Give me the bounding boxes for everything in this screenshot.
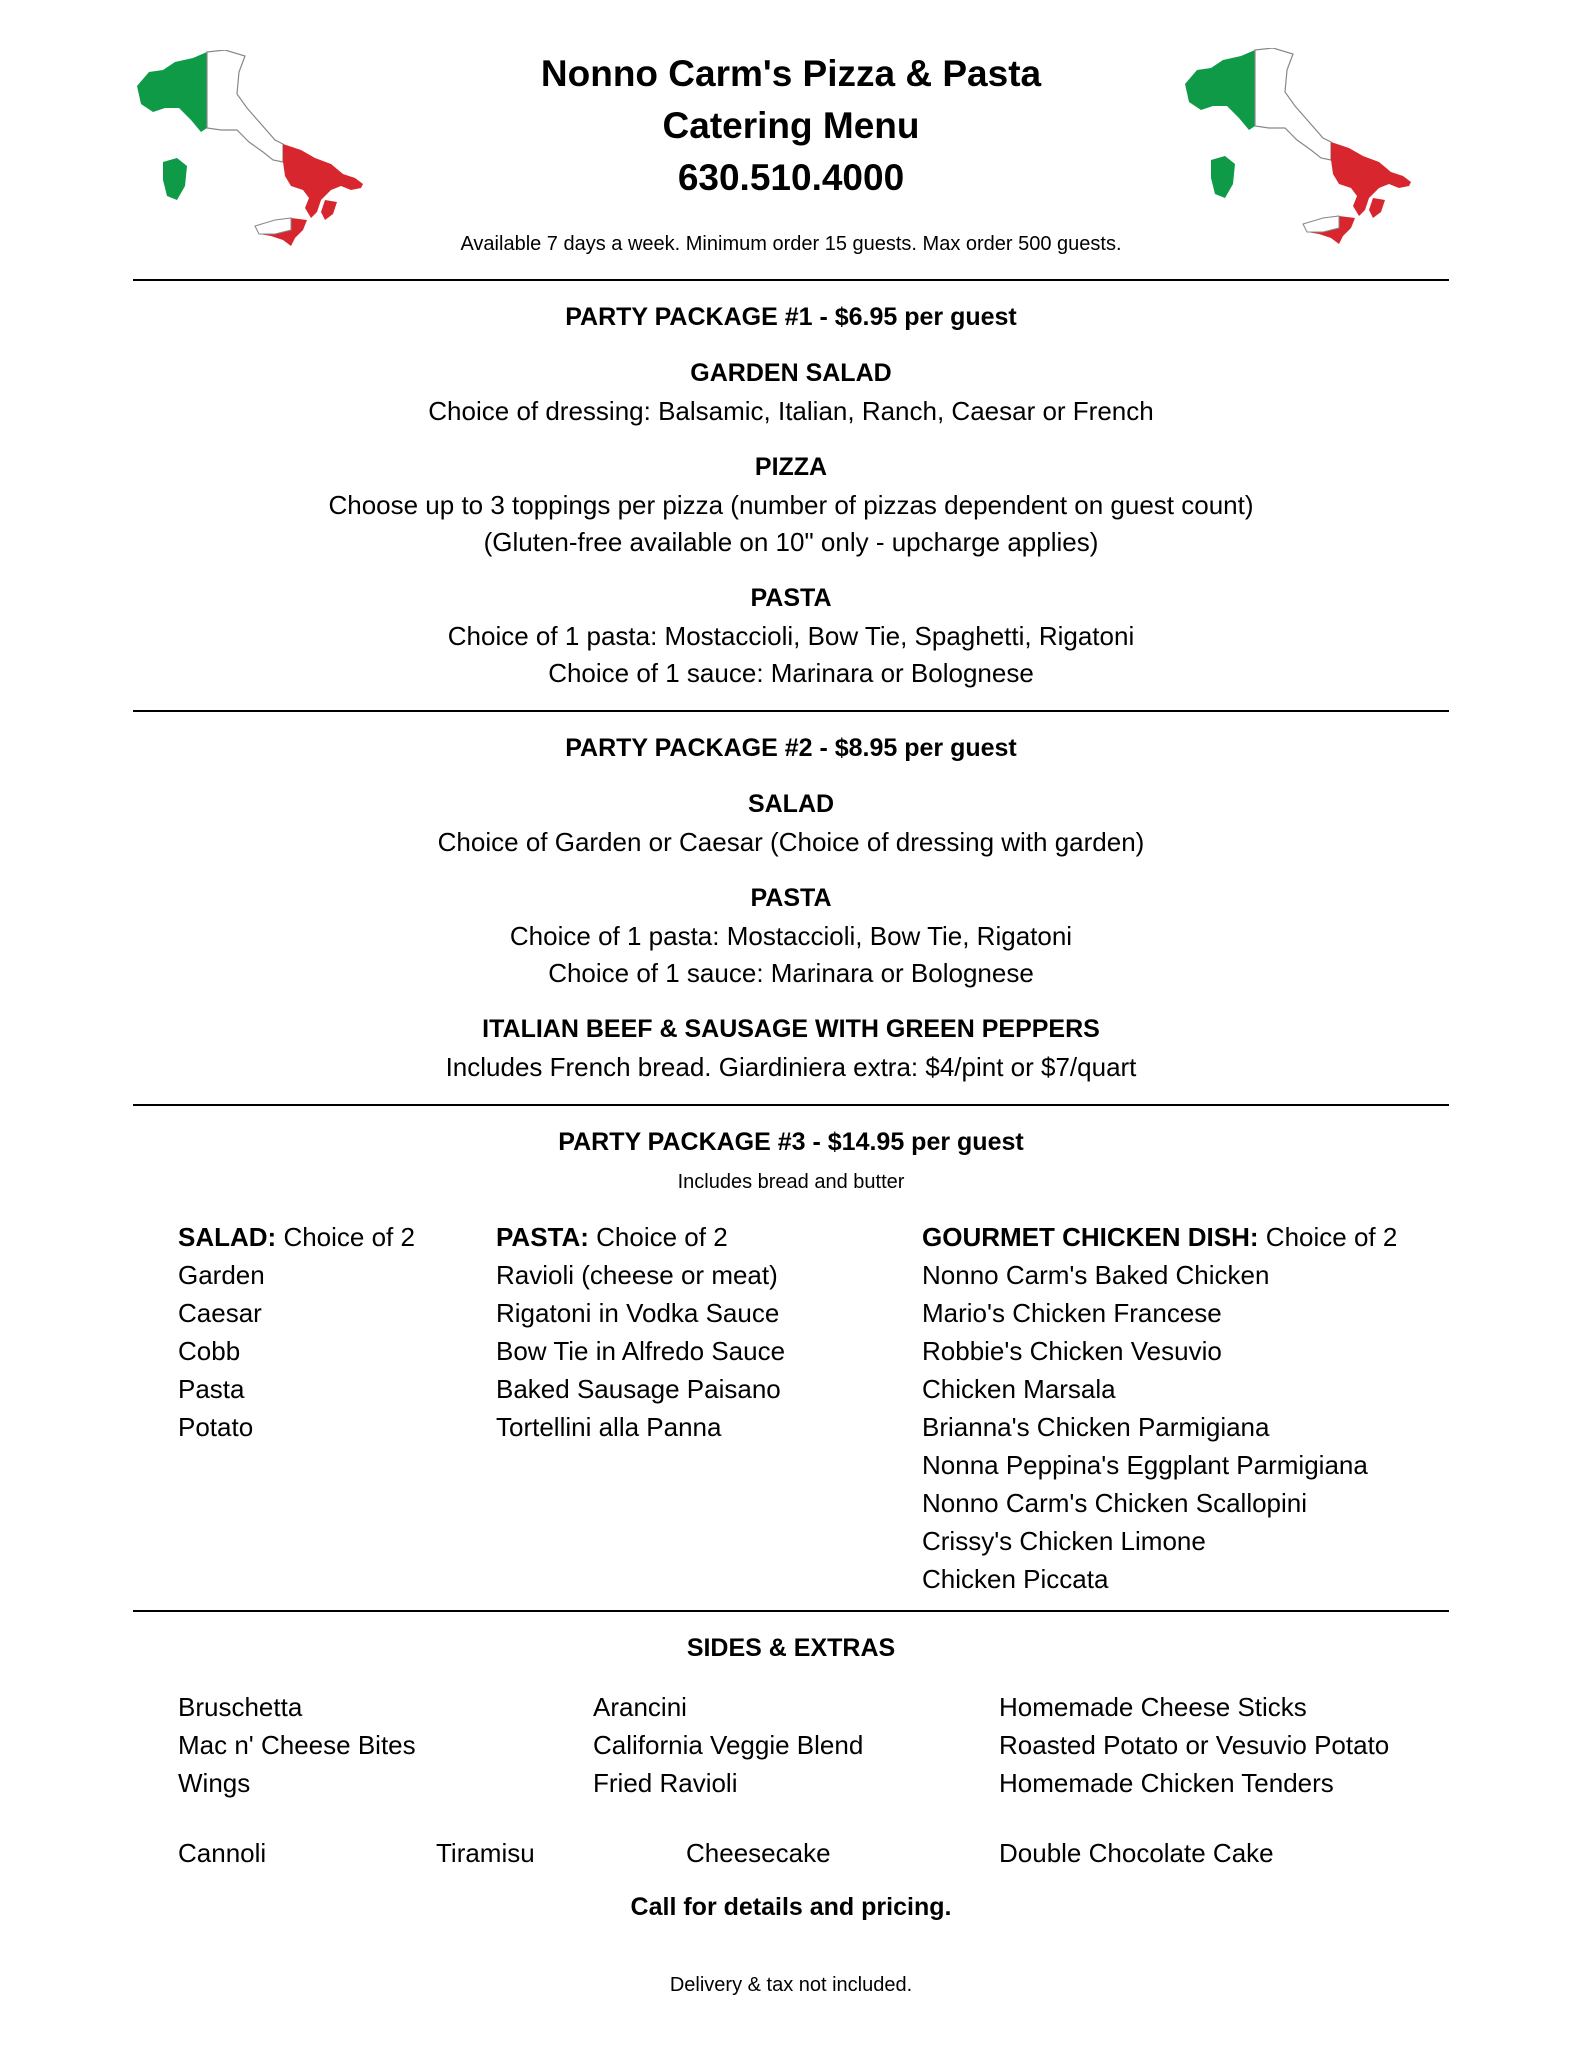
list-item: Cobb [178,1336,241,1366]
list-item: Pasta [178,1374,245,1404]
package-2-beef-text: Includes French bread. Giardiniera extra: $4/pint or $7/quart [445,1052,1137,1082]
list-item: Brianna's Chicken Parmigiana [922,1412,1270,1442]
dessert-item: Tiramisu [436,1838,535,1868]
list-item: Mario's Chicken Francese [922,1298,1222,1328]
list-item: Mac n' Cheese Bites [178,1730,416,1760]
list-item: Potato [178,1412,254,1442]
call-for-details: Call for details and pricing. [630,1893,952,1921]
package-2-beef-heading: ITALIAN BEEF & SAUSAGE WITH GREEN PEPPERS [482,1015,1100,1043]
list-item: Arancini [593,1692,687,1722]
package-3-subtitle: Includes bread and butter [677,1171,905,1193]
page-subtitle: Catering Menu [662,105,920,146]
list-item: Wings [178,1768,251,1798]
dessert-item: Cannoli [178,1838,267,1868]
divider [133,279,1449,281]
package-3-chicken-column [922,1218,1397,1598]
package-2-pasta-heading: PASTA [750,884,832,912]
package-1-garden-salad-heading: GARDEN SALAD [690,359,892,387]
list-item: Roasted Potato or Vesuvio Potato [999,1730,1390,1760]
package-3-pasta-header: PASTA: Choice of 2 [496,1222,728,1252]
divider [133,710,1449,712]
list-item: Fried Ravioli [593,1768,738,1798]
package-2-salad-text: Choice of Garden or Caesar (Choice of dressing with garden) [437,827,1145,857]
dessert-item: Cheesecake [686,1838,831,1868]
list-item: Bow Tie in Alfredo Sauce [496,1336,786,1366]
list-item: Caesar [178,1298,262,1328]
list-item: Tortellini alla Panna [496,1412,722,1442]
list-item: Homemade Chicken Tenders [999,1768,1334,1798]
package-1-pasta-line-2: Choice of 1 sauce: Marinara or Bolognese [548,658,1034,688]
package-3-chicken-header: GOURMET CHICKEN DISH: Choice of 2 [922,1222,1398,1252]
package-2-pasta-line-2: Choice of 1 sauce: Marinara or Bolognese [548,958,1034,988]
package-3-title: PARTY PACKAGE #3 - $14.95 per guest [558,1128,1024,1156]
sides-column-2 [593,1688,863,1802]
package-1-garden-salad-text: Choice of dressing: Balsamic, Italian, Ranch, Caesar or French [428,396,1154,426]
sides-title: SIDES & EXTRAS [686,1634,896,1662]
package-1-pasta-line-1: Choice of 1 pasta: Mostaccioli, Bow Tie, Spaghetti, Rigatoni [447,621,1135,651]
list-item: Baked Sausage Paisano [496,1374,781,1404]
package-1-pizza-heading: PIZZA [754,453,828,481]
list-item: California Veggie Blend [593,1730,864,1760]
divider [133,1610,1449,1612]
list-item: Bruschetta [178,1692,303,1722]
footer-note: Delivery & tax not included. [669,1974,913,1996]
list-item: Nonno Carm's Baked Chicken [922,1260,1270,1290]
package-1-pizza-line-2: (Gluten-free available on 10" only - upcharge applies) [483,527,1099,557]
page-title: Nonno Carm's Pizza & Pasta [540,53,1042,94]
phone-number: 630.510.4000 [677,157,905,198]
package-1-title: PARTY PACKAGE #1 - $6.95 per guest [565,303,1017,331]
availability-note: Available 7 days a week. Minimum order 15 guests. Max order 500 guests. [460,233,1122,255]
divider [133,1104,1449,1106]
package-1-pizza-line-1: Choose up to 3 toppings per pizza (number of pizzas dependent on guest count) [328,490,1254,520]
dessert-item: Double Chocolate Cake [999,1838,1274,1868]
list-item: Rigatoni in Vodka Sauce [496,1298,780,1328]
package-3-salad-header: SALAD: Choice of 2 [178,1222,415,1252]
list-item: Chicken Marsala [922,1374,1116,1404]
package-2-salad-heading: SALAD [747,790,835,818]
list-item: Crissy's Chicken Limone [922,1526,1206,1556]
list-item: Robbie's Chicken Vesuvio [922,1336,1222,1366]
list-item: Homemade Cheese Sticks [999,1692,1307,1722]
list-item: Nonna Peppina's Eggplant Parmigiana [922,1450,1368,1480]
list-item: Chicken Piccata [922,1564,1109,1594]
list-item: Nonno Carm's Chicken Scallopini [922,1488,1308,1518]
sides-column-1 [178,1688,416,1802]
package-2-pasta-line-1: Choice of 1 pasta: Mostaccioli, Bow Tie, Rigatoni [509,921,1073,951]
list-item: Garden [178,1260,265,1290]
list-item: Ravioli (cheese or meat) [496,1260,778,1290]
package-1-pasta-heading: PASTA [750,584,832,612]
package-2-title: PARTY PACKAGE #2 - $8.95 per guest [565,734,1017,762]
package-3-salad-column [178,1218,415,1446]
sides-column-3 [999,1688,1389,1802]
package-3-pasta-column [496,1218,785,1446]
